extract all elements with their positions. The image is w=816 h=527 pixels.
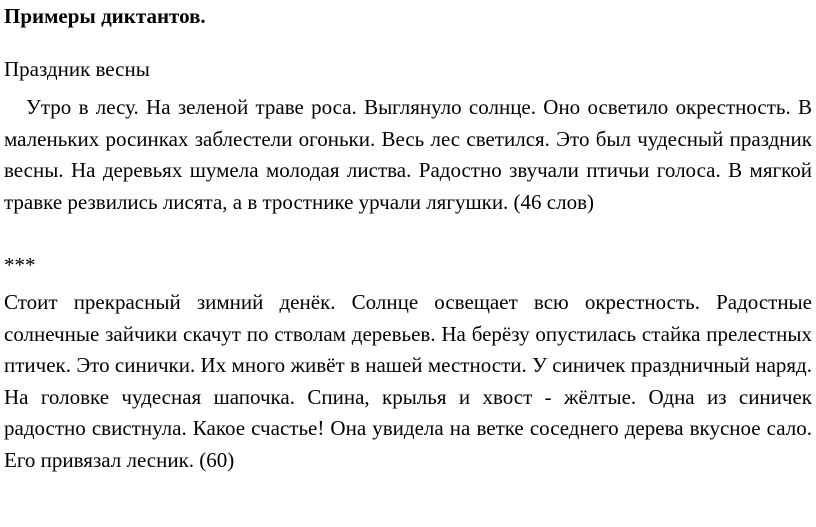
dictation-1-text: Утро в лесу. На зеленой траве роса. Выглянуло солнце. Оно осветило окрестность. В маленьких росинках заблестели огоньки. Весь лес светился. Это был чудесный праздник весны. На деревьях шумела молодая листва. Радостно звучали птичьи голоса. В мягкой травке резвились лисята, а в тростнике урчали лягушки. (46 слов) <box>4 95 812 214</box>
dictation-1-heading: Праздник весны <box>4 57 150 81</box>
document-title: Примеры диктантов. <box>4 4 206 28</box>
section-separator: *** <box>4 253 36 277</box>
dictation-2-text: Стоит прекрасный зимний денёк. Солнце освещает всю окрестность. Радостные солнечные зайчики скачут по стволам деревьев. На берёзу опустилась стайка прелестных птичек. Это синички. Их много живёт в нашей местности. У синичек праздничный наряд. На головке чудесная шапочка. Спина, крылья и хвост - жёлтые. Одна из синичек радостно свистнула. Какое счастье! Она увидела на ветке соседнего дерева вкусное сало. Его привязал лесник. (60) <box>4 290 812 472</box>
